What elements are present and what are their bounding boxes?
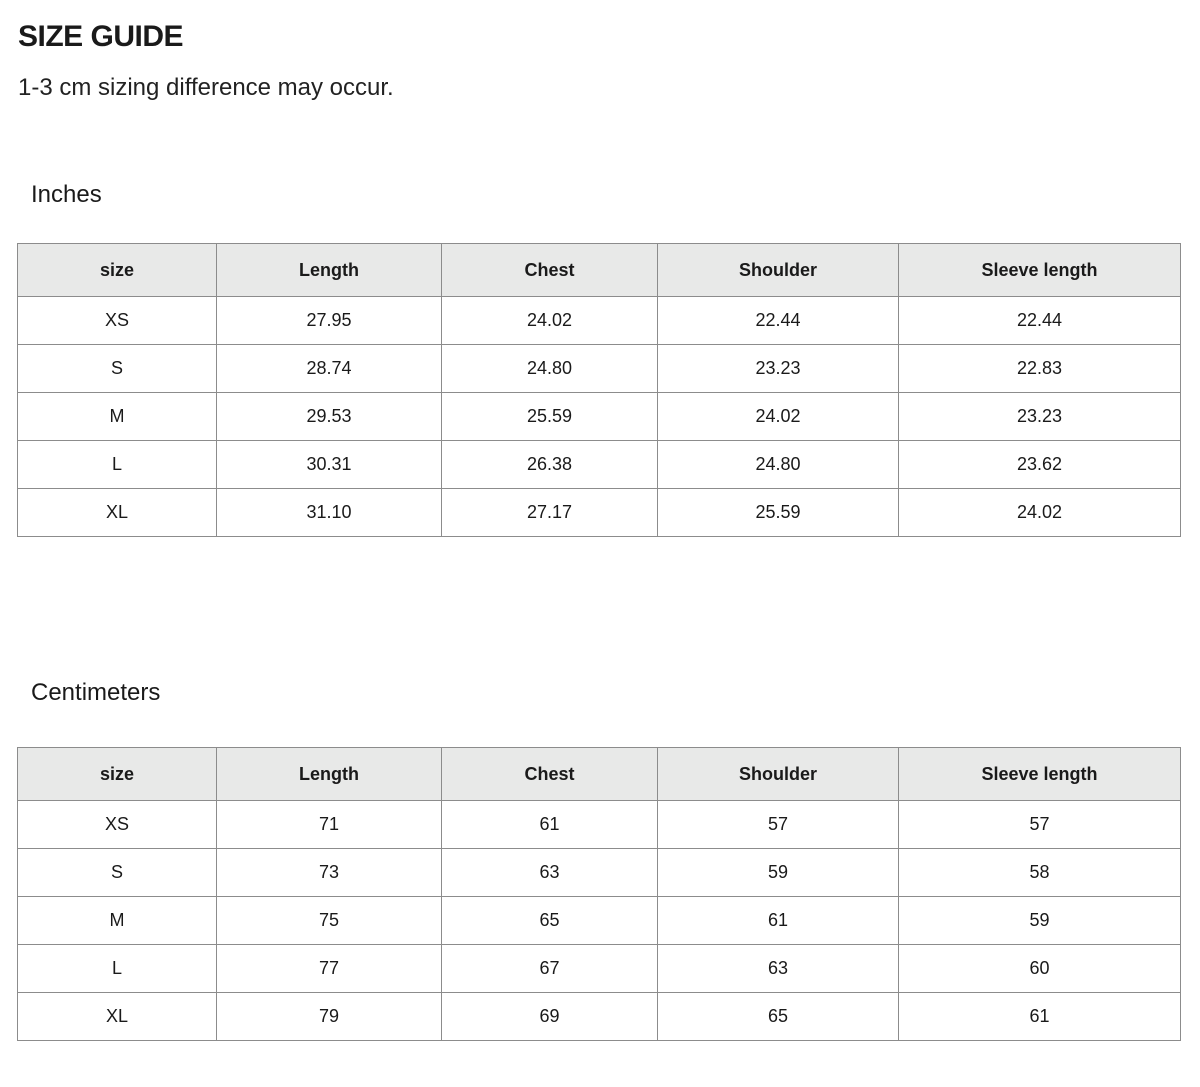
size-cell: M bbox=[18, 897, 217, 945]
table-row bbox=[18, 297, 1181, 345]
table-row bbox=[18, 945, 1181, 993]
length-cell: 79 bbox=[217, 993, 442, 1041]
inches-heading: Inches bbox=[31, 181, 102, 208]
page-title: SIZE GUIDE bbox=[18, 20, 184, 53]
shoulder-cell: 65 bbox=[658, 993, 899, 1041]
shoulder-cell: 63 bbox=[658, 945, 899, 993]
length-cell: 73 bbox=[217, 849, 442, 897]
column-header-shoulder: Shoulder bbox=[658, 244, 899, 297]
table-row bbox=[18, 393, 1181, 441]
size-cell: L bbox=[18, 945, 217, 993]
chest-cell: 69 bbox=[442, 993, 658, 1041]
column-header-size: size bbox=[18, 244, 217, 297]
shoulder-cell: 59 bbox=[658, 849, 899, 897]
shoulder-cell: 22.44 bbox=[658, 297, 899, 345]
length-cell: 28.74 bbox=[217, 345, 442, 393]
table-row bbox=[18, 345, 1181, 393]
shoulder-cell: 23.23 bbox=[658, 345, 899, 393]
inches-size-table bbox=[17, 243, 1181, 537]
sleeve-length-cell: 60 bbox=[899, 945, 1181, 993]
sleeve-length-cell: 57 bbox=[899, 801, 1181, 849]
sleeve-length-cell: 22.44 bbox=[899, 297, 1181, 345]
shoulder-cell: 57 bbox=[658, 801, 899, 849]
chest-cell: 63 bbox=[442, 849, 658, 897]
table-row bbox=[18, 849, 1181, 897]
size-cell: S bbox=[18, 849, 217, 897]
length-cell: 77 bbox=[217, 945, 442, 993]
chest-cell: 24.80 bbox=[442, 345, 658, 393]
size-cell: L bbox=[18, 441, 217, 489]
sleeve-length-cell: 61 bbox=[899, 993, 1181, 1041]
length-cell: 75 bbox=[217, 897, 442, 945]
shoulder-cell: 61 bbox=[658, 897, 899, 945]
chest-cell: 61 bbox=[442, 801, 658, 849]
length-cell: 71 bbox=[217, 801, 442, 849]
size-cell: S bbox=[18, 345, 217, 393]
column-header-size: size bbox=[18, 748, 217, 801]
table-row bbox=[18, 993, 1181, 1041]
table-row bbox=[18, 801, 1181, 849]
chest-cell: 26.38 bbox=[442, 441, 658, 489]
table-header-row bbox=[18, 244, 1181, 297]
column-header-length: Length bbox=[217, 748, 442, 801]
table-header-row bbox=[18, 748, 1181, 801]
size-cell: XL bbox=[18, 993, 217, 1041]
length-cell: 31.10 bbox=[217, 489, 442, 537]
centimeters-size-table bbox=[17, 747, 1181, 1041]
size-cell: XS bbox=[18, 297, 217, 345]
sleeve-length-cell: 59 bbox=[899, 897, 1181, 945]
chest-cell: 25.59 bbox=[442, 393, 658, 441]
column-header-sleeve-length: Sleeve length bbox=[899, 748, 1181, 801]
shoulder-cell: 25.59 bbox=[658, 489, 899, 537]
size-cell: XS bbox=[18, 801, 217, 849]
column-header-length: Length bbox=[217, 244, 442, 297]
shoulder-cell: 24.02 bbox=[658, 393, 899, 441]
size-cell: XL bbox=[18, 489, 217, 537]
sleeve-length-cell: 22.83 bbox=[899, 345, 1181, 393]
length-cell: 30.31 bbox=[217, 441, 442, 489]
length-cell: 27.95 bbox=[217, 297, 442, 345]
sleeve-length-cell: 23.62 bbox=[899, 441, 1181, 489]
table-row bbox=[18, 441, 1181, 489]
column-header-chest: Chest bbox=[442, 748, 658, 801]
column-header-shoulder: Shoulder bbox=[658, 748, 899, 801]
column-header-chest: Chest bbox=[442, 244, 658, 297]
chest-cell: 65 bbox=[442, 897, 658, 945]
table-row bbox=[18, 489, 1181, 537]
sleeve-length-cell: 23.23 bbox=[899, 393, 1181, 441]
sizing-note: 1-3 cm sizing difference may occur. bbox=[18, 74, 394, 101]
chest-cell: 67 bbox=[442, 945, 658, 993]
centimeters-heading: Centimeters bbox=[31, 679, 161, 706]
sleeve-length-cell: 24.02 bbox=[899, 489, 1181, 537]
table-row bbox=[18, 897, 1181, 945]
column-header-sleeve-length: Sleeve length bbox=[899, 244, 1181, 297]
length-cell: 29.53 bbox=[217, 393, 442, 441]
sleeve-length-cell: 58 bbox=[899, 849, 1181, 897]
chest-cell: 27.17 bbox=[442, 489, 658, 537]
shoulder-cell: 24.80 bbox=[658, 441, 899, 489]
chest-cell: 24.02 bbox=[442, 297, 658, 345]
size-cell: M bbox=[18, 393, 217, 441]
